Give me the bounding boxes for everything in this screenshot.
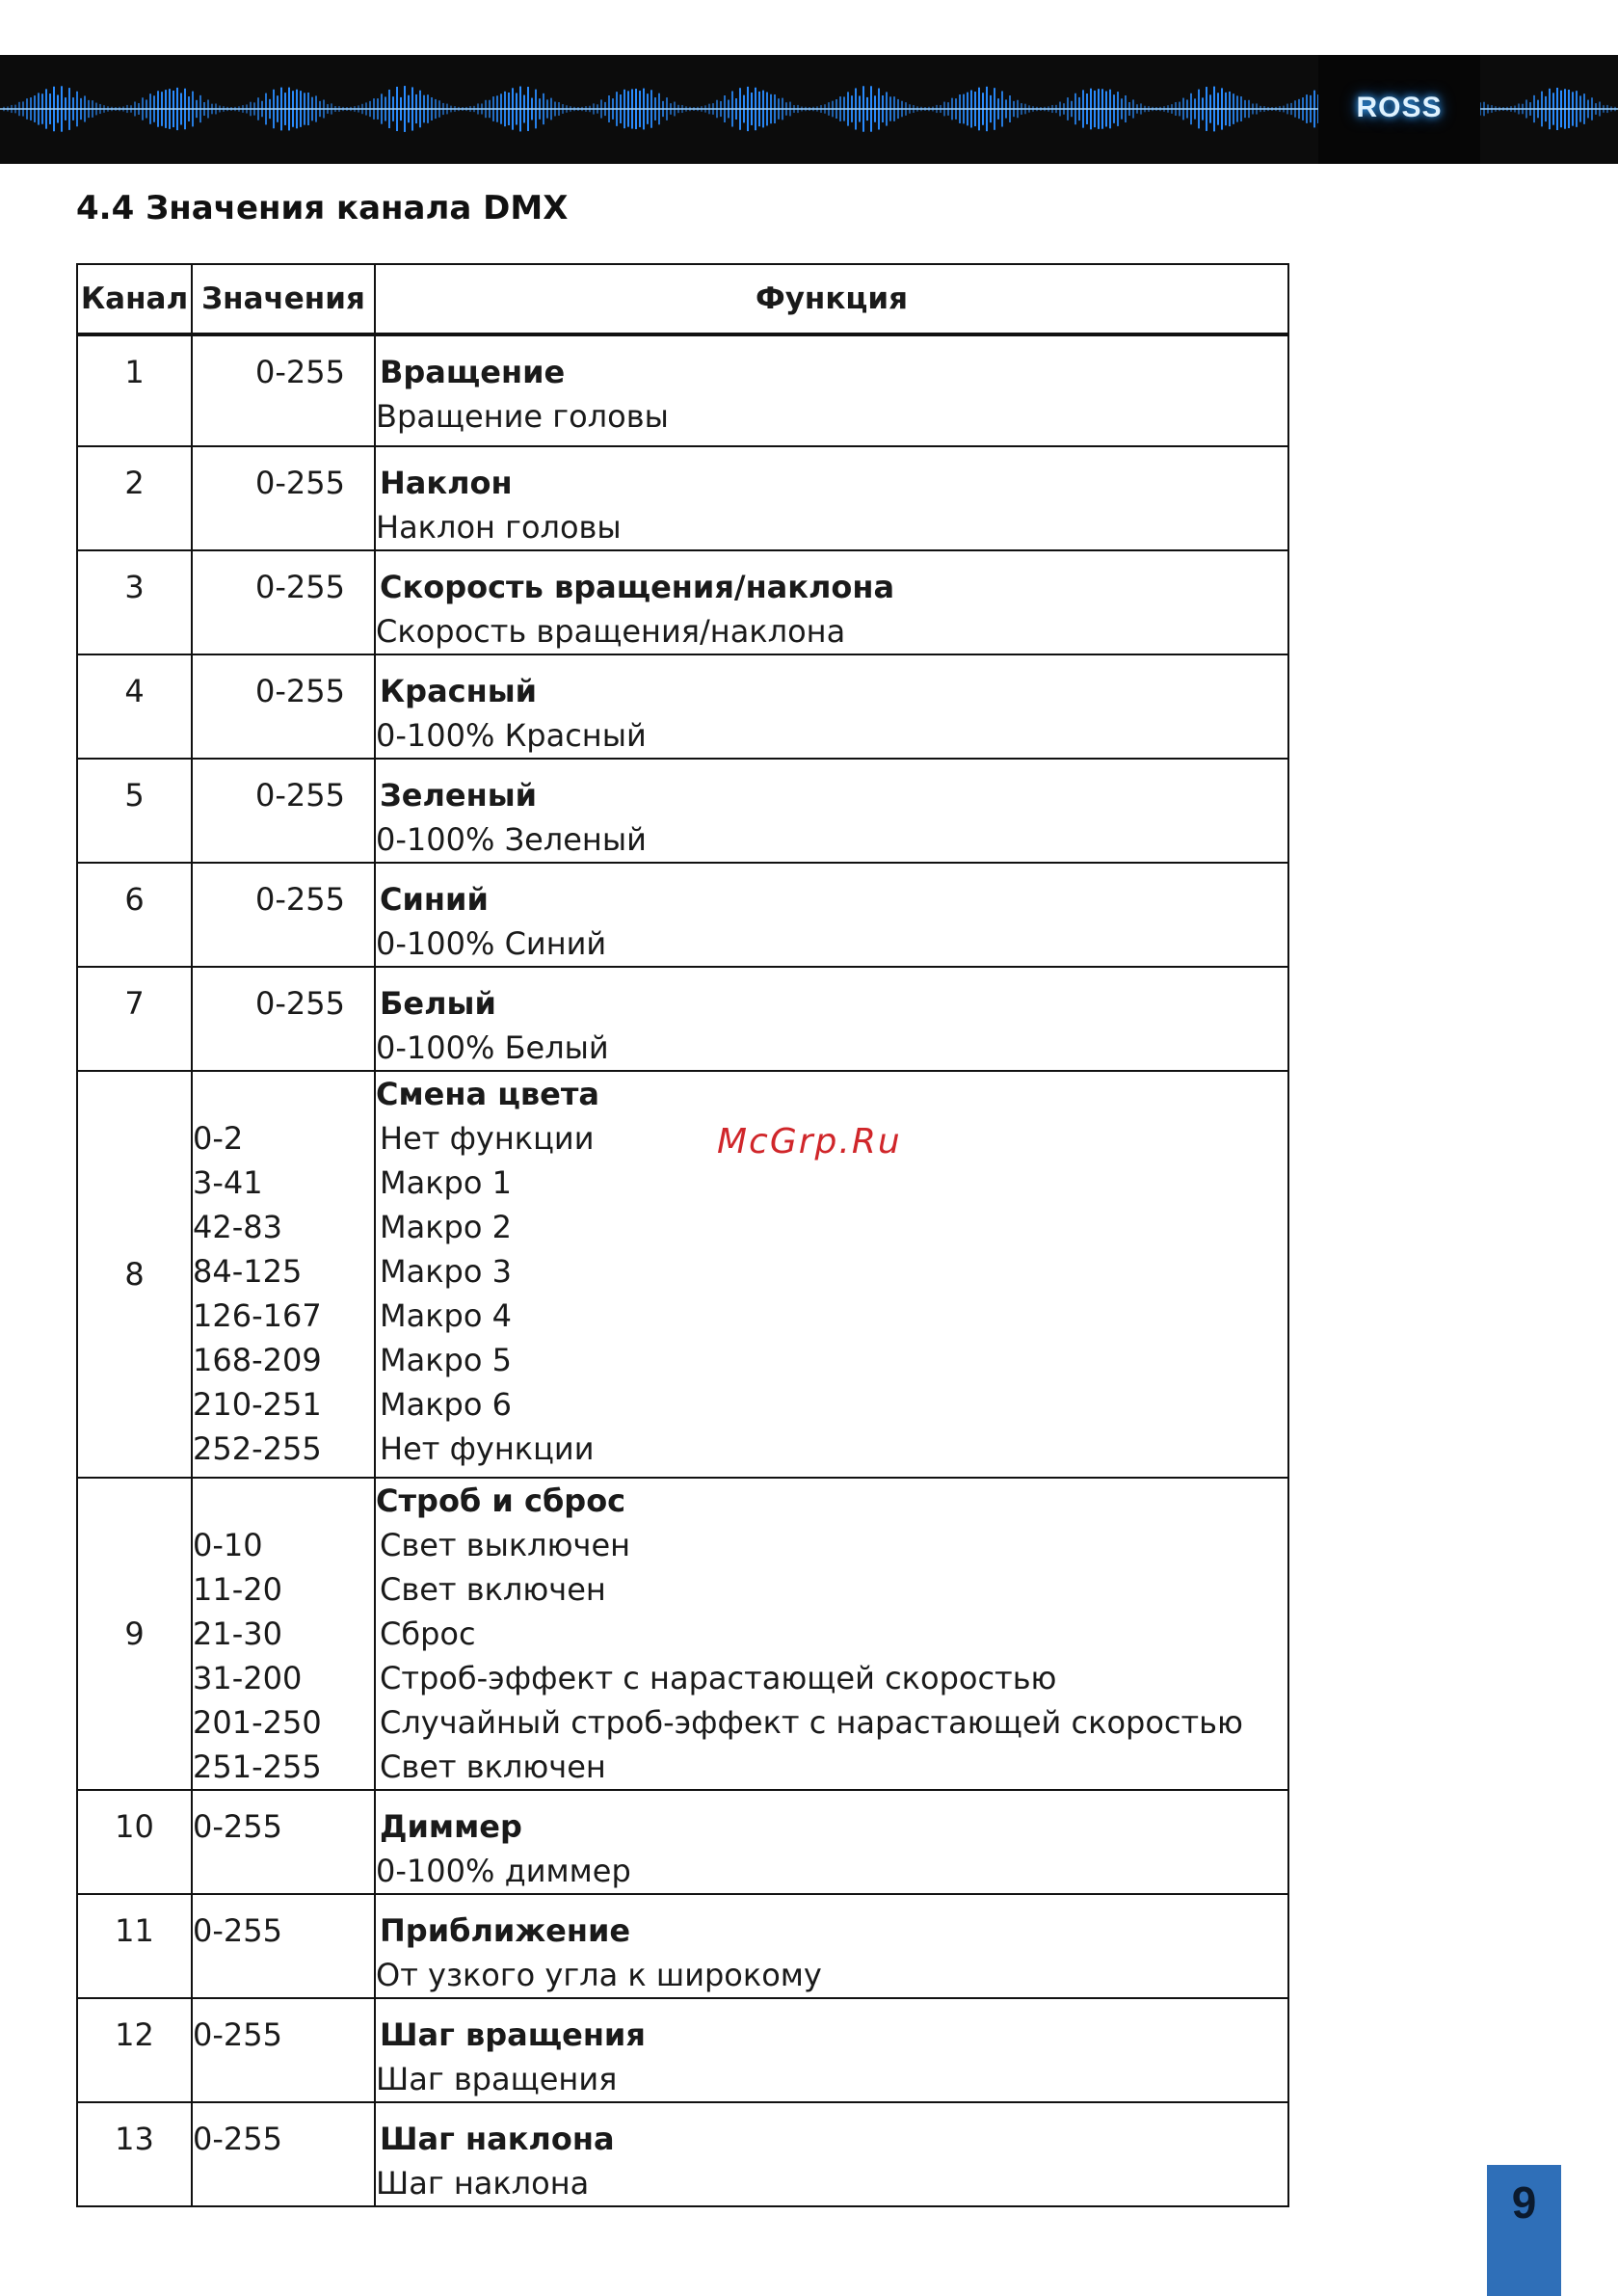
function-title: Синий — [380, 881, 489, 918]
value-range: 42-83 — [193, 1209, 282, 1245]
channel-cell — [77, 759, 192, 863]
channel-cell — [77, 1998, 192, 2102]
channel-number: 2 — [124, 465, 145, 501]
channel-cell — [77, 863, 192, 967]
table-row — [77, 1071, 1288, 1478]
function-cell — [375, 1478, 1288, 1790]
function-option: Свет включен — [380, 1749, 606, 1785]
channel-cell — [77, 1790, 192, 1894]
section-title: 4.4 Значения канала DMX — [76, 189, 569, 227]
table-row — [77, 446, 1288, 550]
table-row — [77, 967, 1288, 1071]
table-row — [77, 1894, 1288, 1998]
function-option: Свет выключен — [380, 1527, 631, 1563]
value-ranges-cell — [192, 1071, 375, 1478]
function-title: Строб и сброс — [376, 1482, 626, 1519]
function-description: 0-100% Зеленый — [376, 821, 647, 858]
function-description: 0-100% Красный — [376, 717, 647, 754]
function-title: Шаг вращения — [380, 2016, 646, 2053]
function-description: Наклон головы — [376, 509, 622, 546]
function-cell — [375, 759, 1288, 863]
value-range: 0-255 — [255, 777, 345, 814]
value-range: 0-255 — [255, 673, 345, 709]
function-description: От узкого угла к широкому — [376, 1957, 822, 1993]
function-cell — [375, 2102, 1288, 2206]
values-cell — [192, 967, 375, 1071]
function-title: Шаг наклона — [380, 2121, 615, 2157]
value-range: 168-209 — [193, 1342, 322, 1378]
function-cell — [375, 1998, 1288, 2102]
table-row — [77, 1998, 1288, 2102]
values-cell — [192, 1894, 375, 1998]
function-option: Свет включен — [380, 1571, 606, 1608]
function-cell — [375, 654, 1288, 759]
value-range: 251-255 — [193, 1749, 322, 1785]
values-cell — [192, 759, 375, 863]
channel-number: 8 — [124, 1256, 145, 1293]
value-range: 0-255 — [193, 1912, 282, 1949]
function-description: Скорость вращения/наклона — [376, 613, 846, 650]
value-range: 0-255 — [255, 354, 345, 390]
values-cell — [192, 1998, 375, 2102]
watermark: McGrp.Ru — [717, 1122, 902, 1161]
channel-cell — [77, 967, 192, 1071]
table-row — [77, 550, 1288, 654]
table-row — [77, 1478, 1288, 1790]
header-function: Функция — [375, 264, 1288, 334]
function-title: Зеленый — [380, 777, 538, 814]
function-title: Красный — [380, 673, 538, 709]
header-values: Значения — [192, 264, 375, 334]
value-range: 0-255 — [255, 465, 345, 501]
table-row — [77, 759, 1288, 863]
channel-cell — [77, 2102, 192, 2206]
value-range: 0-255 — [193, 1808, 282, 1845]
channel-cell — [77, 654, 192, 759]
value-range: 0-2 — [193, 1120, 244, 1157]
dmx-channel-table — [76, 263, 1289, 2207]
values-cell — [192, 550, 375, 654]
function-description: 0-100% Синий — [376, 925, 607, 962]
values-cell — [192, 1790, 375, 1894]
value-range: 0-255 — [255, 985, 345, 1022]
channel-cell — [77, 1478, 192, 1790]
channel-number: 11 — [115, 1912, 154, 1949]
function-option: Макро 3 — [380, 1253, 512, 1290]
function-title: Вращение — [380, 354, 566, 390]
channel-cell — [77, 1894, 192, 1998]
channel-cell — [77, 446, 192, 550]
value-range: 201-250 — [193, 1704, 322, 1741]
function-cell — [375, 863, 1288, 967]
value-range: 0-255 — [193, 2016, 282, 2053]
table-row — [77, 2102, 1288, 2206]
channel-cell — [77, 334, 192, 446]
function-cell — [375, 1894, 1288, 1998]
value-range: 3-41 — [193, 1164, 263, 1201]
values-cell — [192, 334, 375, 446]
value-range: 210-251 — [193, 1386, 322, 1423]
table-row — [77, 654, 1288, 759]
value-range: 31-200 — [193, 1660, 303, 1696]
value-range: 11-20 — [193, 1571, 282, 1608]
value-range: 0-10 — [193, 1527, 263, 1563]
header-channel: Канал — [77, 264, 192, 334]
header-banner — [0, 55, 1618, 164]
channel-number: 4 — [124, 673, 145, 709]
value-range: 0-255 — [255, 569, 345, 605]
function-option: Макро 4 — [380, 1297, 512, 1334]
channel-number: 10 — [115, 1808, 154, 1845]
values-cell — [192, 863, 375, 967]
function-title: Диммер — [380, 1808, 522, 1845]
page-number: 9 — [1511, 2177, 1537, 2228]
value-range: 0-255 — [255, 881, 345, 918]
function-option: Макро 6 — [380, 1386, 512, 1423]
function-description: 0-100% диммер — [376, 1853, 631, 1889]
channel-number: 13 — [115, 2121, 154, 2157]
function-cell — [375, 334, 1288, 446]
channel-cell — [77, 1071, 192, 1478]
table-row — [77, 863, 1288, 967]
function-title: Скорость вращения/наклона — [380, 569, 895, 605]
function-option: Нет функции — [380, 1430, 595, 1467]
function-option: Макро 2 — [380, 1209, 512, 1245]
function-cell — [375, 1790, 1288, 1894]
function-title: Белый — [380, 985, 496, 1022]
function-option: Макро 1 — [380, 1164, 512, 1201]
function-option: Сброс — [380, 1615, 476, 1652]
function-option: Макро 5 — [380, 1342, 512, 1378]
value-range: 126-167 — [193, 1297, 322, 1334]
channel-number: 12 — [115, 2016, 154, 2053]
function-cell — [375, 550, 1288, 654]
function-cell — [375, 446, 1288, 550]
function-title: Наклон — [380, 465, 513, 501]
function-option: Случайный строб-эффект с нарастающей скоростью — [380, 1704, 1243, 1741]
function-description: Вращение головы — [376, 398, 669, 435]
channel-number: 1 — [124, 354, 145, 390]
function-title: Приближение — [380, 1912, 631, 1949]
value-range: 84-125 — [193, 1253, 303, 1290]
function-option: Нет функции — [380, 1120, 595, 1157]
table-row — [77, 1790, 1288, 1894]
values-cell — [192, 654, 375, 759]
channel-number: 9 — [124, 1615, 145, 1652]
channel-number: 6 — [124, 881, 145, 918]
table-row — [77, 334, 1288, 446]
value-range: 21-30 — [193, 1615, 282, 1652]
value-ranges-cell — [192, 1478, 375, 1790]
values-cell — [192, 446, 375, 550]
value-range: 0-255 — [193, 2121, 282, 2157]
function-cell — [375, 967, 1288, 1071]
function-option: Строб-эффект с нарастающей скоростью — [380, 1660, 1057, 1696]
channel-number: 5 — [124, 777, 145, 814]
channel-number: 7 — [124, 985, 145, 1022]
function-title: Смена цвета — [376, 1076, 599, 1112]
value-range: 252-255 — [193, 1430, 322, 1467]
channel-number: 3 — [124, 569, 145, 605]
channel-cell — [77, 550, 192, 654]
function-description: 0-100% Белый — [376, 1029, 609, 1066]
ross-logo: ROSS — [1356, 92, 1443, 123]
function-description: Шаг вращения — [376, 2061, 618, 2097]
function-description: Шаг наклона — [376, 2165, 590, 2202]
table-header-row — [77, 264, 1288, 334]
values-cell — [192, 2102, 375, 2206]
